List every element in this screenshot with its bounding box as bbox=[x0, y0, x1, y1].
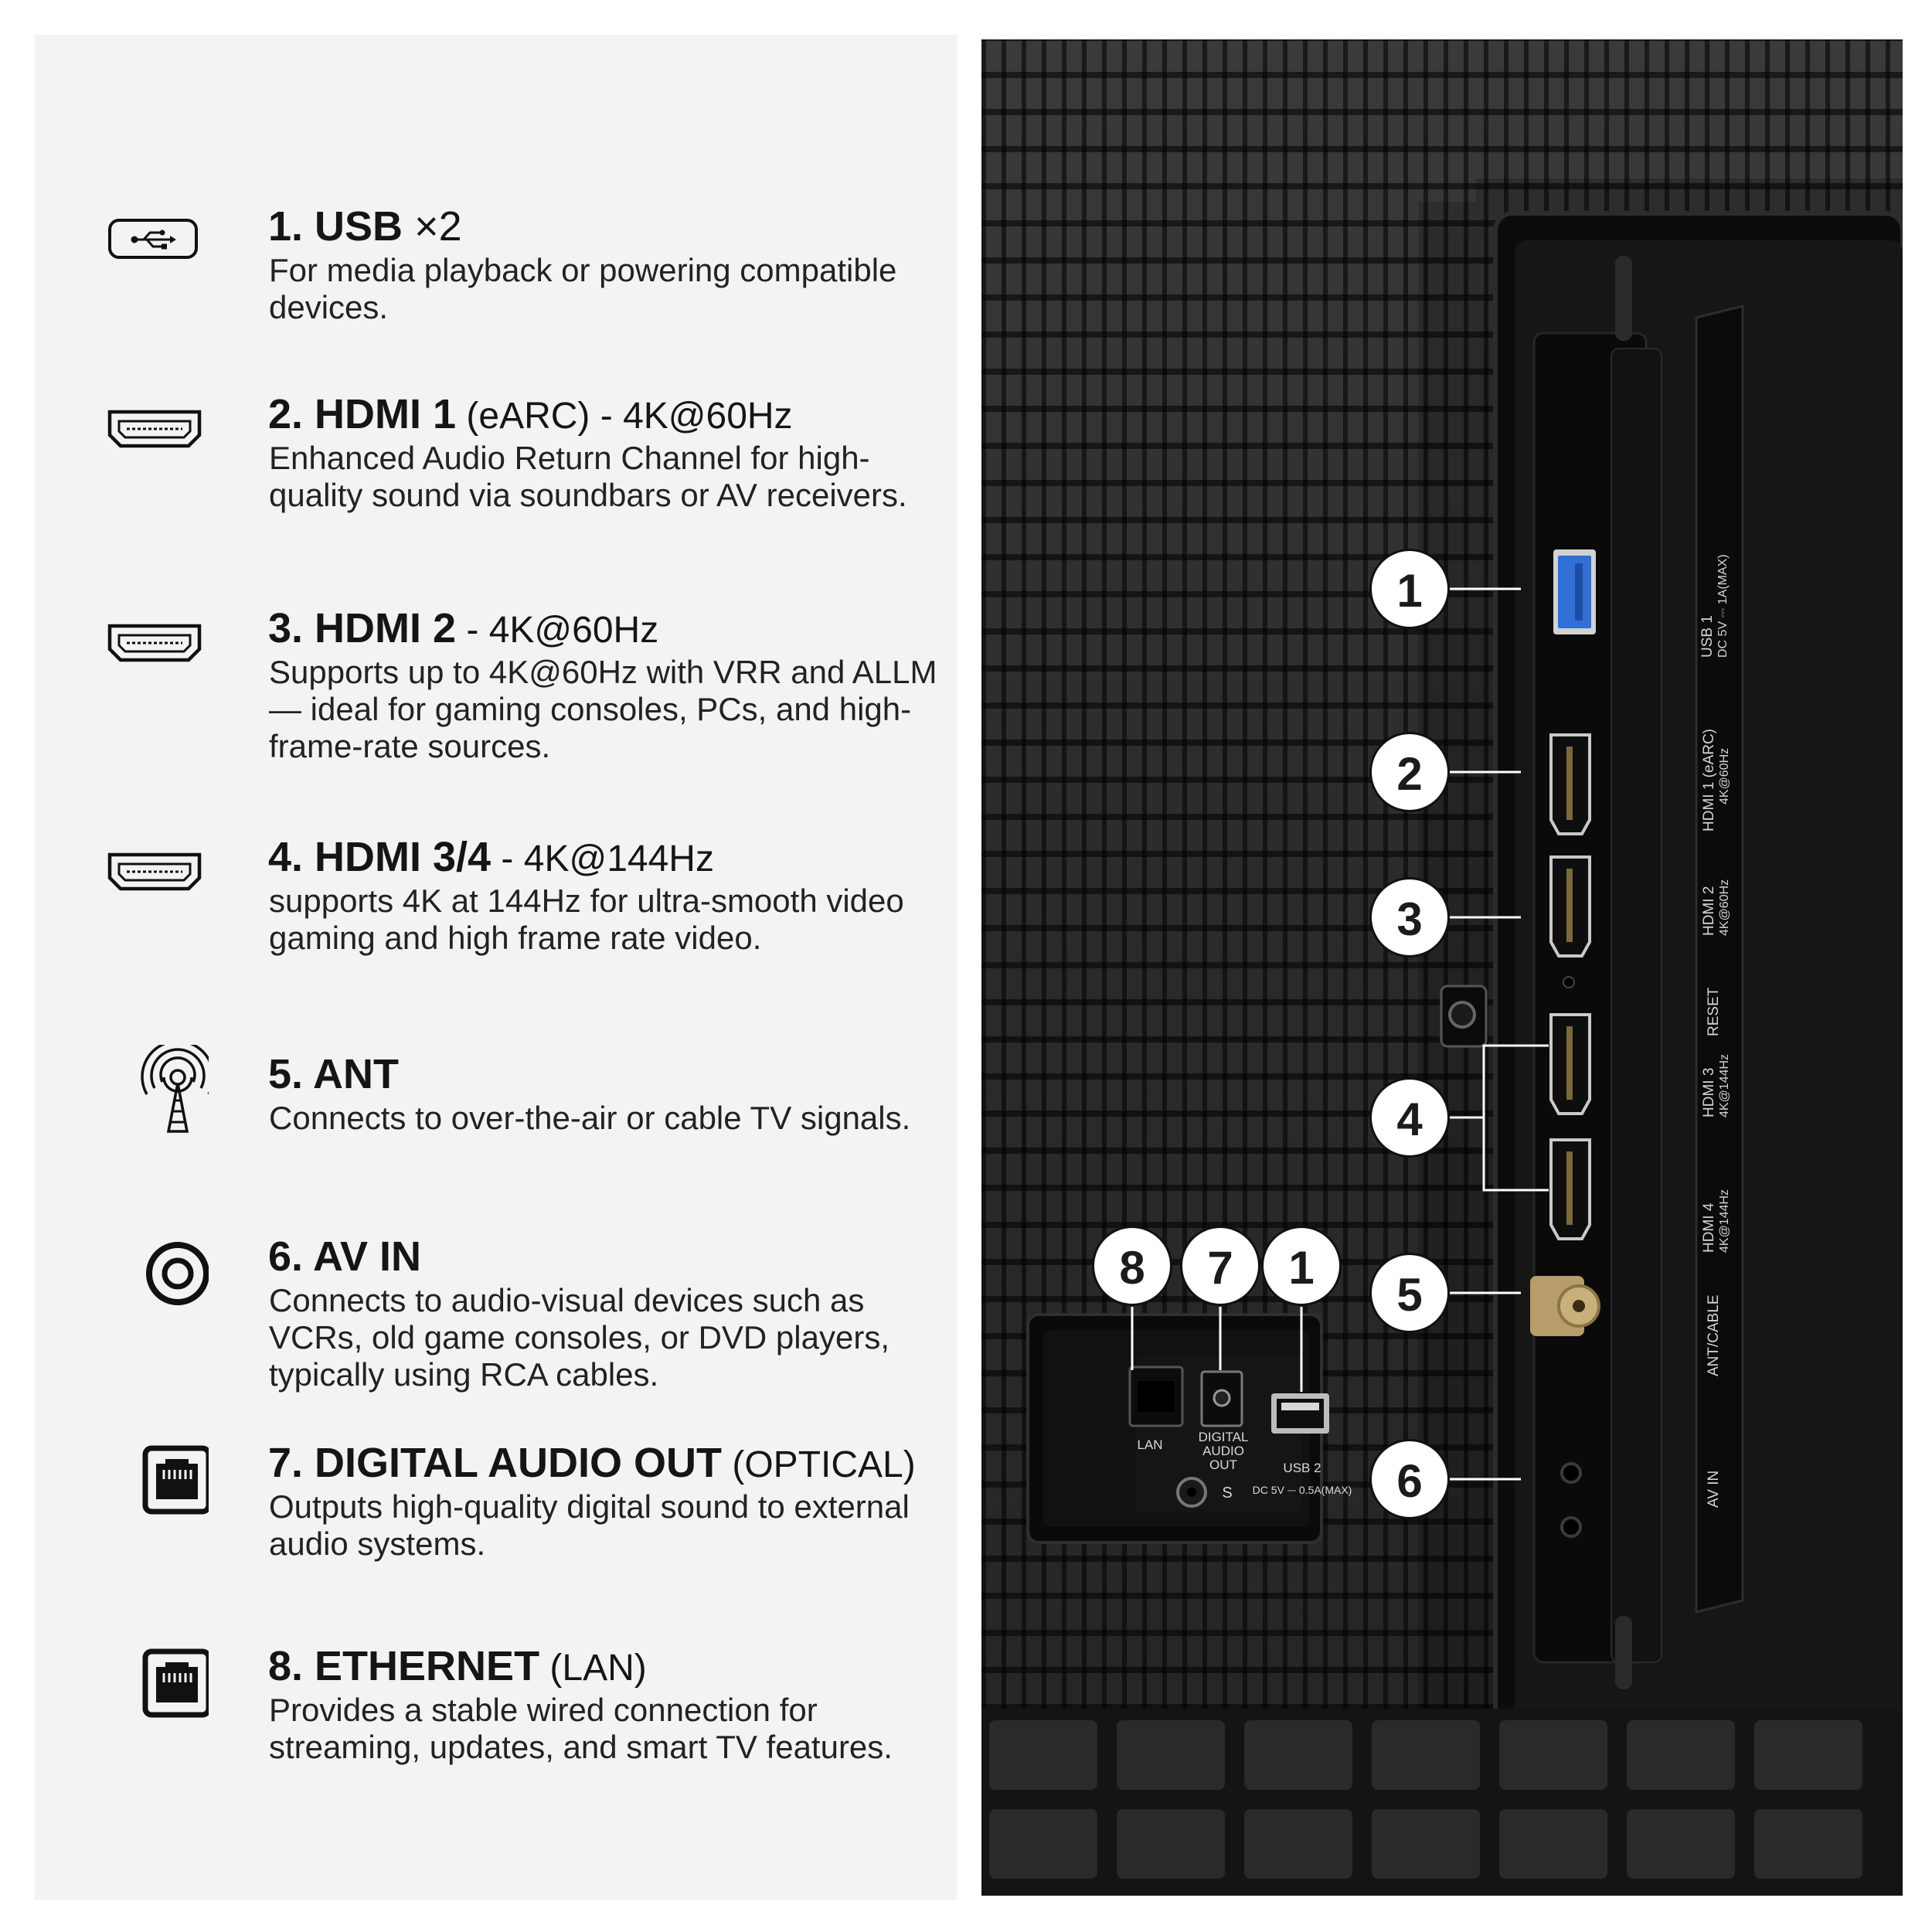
label-hdmi1: HDMI 1 (eARC) bbox=[1701, 728, 1717, 832]
tv-rear-ports-photo bbox=[981, 39, 1903, 1896]
feature-description: Provides a stable wired connection for streaming, updates, and smart TV features. bbox=[269, 1692, 893, 1765]
feature-title: 5. ANT bbox=[268, 1051, 400, 1097]
label-hdmi1-rate: 4K@60Hz bbox=[1718, 747, 1731, 804]
hdmi-icon bbox=[100, 603, 209, 680]
callout-8: 8 bbox=[1092, 1226, 1172, 1306]
callout-4: 4 bbox=[1369, 1077, 1450, 1158]
callout-3: 3 bbox=[1369, 877, 1450, 957]
label-usb1: USB 1 bbox=[1699, 615, 1716, 658]
hdmi-icon bbox=[100, 389, 209, 466]
label-usb2-power: DC 5V ⎓ 0.5A(MAX) bbox=[1252, 1484, 1352, 1496]
label-usb2: USB 2 bbox=[1283, 1461, 1321, 1475]
av-in-icon bbox=[100, 1231, 209, 1308]
callout-5: 5 bbox=[1369, 1253, 1450, 1333]
feature-title: 7. DIGITAL AUDIO OUT (OPTICAL) bbox=[268, 1440, 916, 1486]
feature-description: Enhanced Audio Return Channel for high-quality sound via soundbars or AV receivers. bbox=[269, 440, 907, 513]
callout-1-usb2: 1 bbox=[1261, 1226, 1342, 1306]
feature-description: Outputs high-quality digital sound to external audio systems. bbox=[269, 1488, 910, 1562]
hdmi-icon bbox=[100, 832, 209, 909]
feature-title: 6. AV IN bbox=[268, 1233, 422, 1280]
tv-rear-panel-illustration bbox=[981, 39, 1903, 1896]
feature-title: 1. USB ×2 bbox=[268, 203, 462, 250]
label-hdmi3-rate: 4K@144Hz bbox=[1718, 1053, 1731, 1117]
callout-1: 1 bbox=[1369, 549, 1450, 629]
feature-description: Connects to audio-visual devices such as VCRs, old game consoles, or DVD players, typically using RCA cables. bbox=[269, 1282, 889, 1393]
feature-description: supports 4K at 144Hz for ultra-smooth video gaming and high frame rate video. bbox=[269, 883, 904, 956]
label-usb1-power: DC 5V ⎓ 1A(MAX) bbox=[1716, 554, 1730, 658]
antenna-icon bbox=[100, 1045, 209, 1145]
feature-title: 4. HDMI 3/4 - 4K@144Hz bbox=[268, 834, 714, 880]
label-reset: RESET bbox=[1706, 987, 1722, 1036]
ethernet-port-icon bbox=[100, 1641, 209, 1726]
label-av-in: AV IN bbox=[1706, 1470, 1722, 1508]
port-spec-panel bbox=[35, 35, 957, 1900]
callout-2: 2 bbox=[1369, 732, 1450, 812]
label-hdmi4: HDMI 4 bbox=[1701, 1202, 1717, 1253]
label-hdmi4-rate: 4K@144Hz bbox=[1718, 1189, 1731, 1253]
label-digital-audio-out: DIGITAL AUDIO OUT bbox=[1198, 1430, 1249, 1472]
callout-6: 6 bbox=[1369, 1439, 1450, 1519]
callout-7: 7 bbox=[1180, 1226, 1260, 1306]
usb-icon bbox=[100, 201, 209, 278]
label-service-s: S bbox=[1222, 1485, 1233, 1502]
label-hdmi2-rate: 4K@60Hz bbox=[1718, 879, 1731, 936]
label-ant-cable: ANT/CABLE bbox=[1706, 1294, 1722, 1376]
feature-title: 3. HDMI 2 - 4K@60Hz bbox=[268, 605, 659, 651]
feature-description: Connects to over-the-air or cable TV signals. bbox=[269, 1100, 911, 1136]
feature-description: Supports up to 4K@60Hz with VRR and ALLM — ideal for gaming consoles, PCs, and high-frame-rate sources. bbox=[269, 654, 937, 764]
feature-description: For media playback or powering compatible devices. bbox=[269, 252, 897, 325]
label-hdmi2: HDMI 2 bbox=[1701, 886, 1717, 936]
label-hdmi3: HDMI 3 bbox=[1701, 1067, 1717, 1117]
label-lan: LAN bbox=[1137, 1437, 1163, 1452]
feature-title: 2. HDMI 1 (eARC) - 4K@60Hz bbox=[268, 391, 793, 437]
optical-port-icon bbox=[100, 1437, 209, 1522]
feature-title: 8. ETHERNET (LAN) bbox=[268, 1643, 647, 1689]
